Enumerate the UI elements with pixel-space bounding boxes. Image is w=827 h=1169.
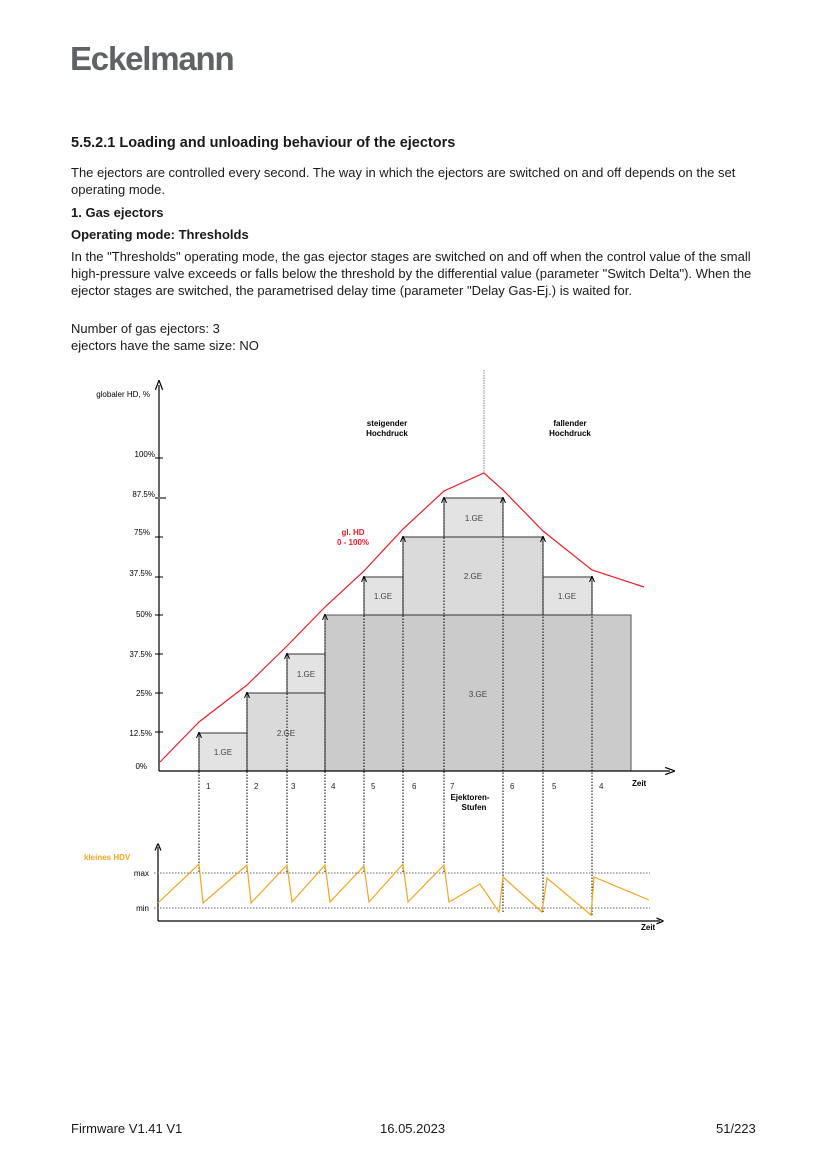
svg-text:25%: 25% (135, 689, 152, 698)
svg-text:max: max (133, 869, 149, 878)
small-hdv-line (158, 864, 649, 915)
svg-text:1.GE: 1.GE (464, 514, 484, 523)
svg-text:37.5%: 37.5% (129, 569, 152, 578)
svg-text:50%: 50% (135, 610, 152, 619)
mode-paragraph: In the "Thresholds" operating mode, the gas ejector stages are switched on and off when the control value of the small high-pressure valve exceeds or falls below the threshold by the differential value (parameter "Switch Delta"). When the ejector stages are switched, the parametrised delay time (parameter "Delay Gas-Ej.) is waited for. (71, 249, 752, 298)
stage-blocks (199, 498, 631, 771)
ejector-stage-diagram (0, 360, 827, 960)
size-line: ejectors have the same size: NO (71, 338, 259, 353)
footer-page-number: 51/223 (716, 1121, 756, 1136)
svg-text:0%: 0% (135, 762, 147, 771)
lower-x-title: Zeit (641, 923, 656, 932)
svg-text:12.5%: 12.5% (129, 729, 152, 738)
stage-group-label: Ejektoren- (450, 793, 490, 802)
svg-text:gl. HD: gl. HD (341, 528, 365, 537)
svg-text:Hochdruck: Hochdruck (366, 429, 408, 438)
svg-text:3: 3 (291, 782, 296, 791)
count-line: Number of gas ejectors: 3 (71, 321, 220, 336)
y-axis-title: globaler HD, % (96, 390, 150, 399)
section-heading: 5.5.2.1 Loading and unloading behaviour of the ejectors (71, 135, 456, 151)
svg-text:6: 6 (412, 782, 417, 791)
svg-text:Hochdruck: Hochdruck (549, 429, 591, 438)
svg-text:min: min (136, 904, 149, 913)
svg-text:6: 6 (510, 782, 515, 791)
footer-date: 16.05.2023 (380, 1121, 446, 1136)
svg-text:87.5%: 87.5% (132, 490, 155, 499)
intro-paragraph: The ejectors are controlled every second. The way in which the ejectors are switched on and off depends on the set operating mode. (71, 165, 736, 197)
stage-number-labels (206, 782, 604, 791)
svg-text:7: 7 (450, 782, 455, 791)
svg-text:Stufen: Stufen (461, 803, 487, 812)
svg-text:fallender: fallender (553, 419, 587, 428)
svg-text:0 - 100%: 0 - 100% (336, 538, 370, 547)
svg-text:37.5%: 37.5% (129, 650, 152, 659)
svg-text:1: 1 (206, 782, 211, 791)
company-logo: Eckelmann (70, 40, 234, 77)
footer-firmware: Firmware V1.41 V1 (71, 1121, 183, 1136)
subheading-gas-ejectors: 1. Gas ejectors (71, 205, 164, 220)
svg-text:100%: 100% (134, 450, 155, 459)
lower-y-title: kleines HDV (84, 853, 131, 862)
svg-text:75%: 75% (133, 528, 150, 537)
svg-text:1.GE: 1.GE (296, 670, 316, 679)
x-axis-title: Zeit (632, 779, 647, 788)
svg-text:1.GE: 1.GE (373, 592, 393, 601)
svg-text:1.GE: 1.GE (213, 748, 233, 757)
svg-text:steigender: steigender (366, 419, 408, 428)
svg-text:4: 4 (331, 782, 336, 791)
svg-text:4: 4 (599, 782, 604, 791)
svg-text:1.GE: 1.GE (557, 592, 577, 601)
svg-text:2: 2 (254, 782, 259, 791)
svg-text:5: 5 (552, 782, 557, 791)
mode-heading: Operating mode: Thresholds (71, 227, 249, 242)
svg-text:2.GE: 2.GE (276, 729, 296, 738)
y-axis-labels (96, 390, 155, 771)
svg-text:2.GE: 2.GE (463, 572, 483, 581)
svg-text:3.GE: 3.GE (468, 690, 488, 699)
svg-text:5: 5 (371, 782, 376, 791)
